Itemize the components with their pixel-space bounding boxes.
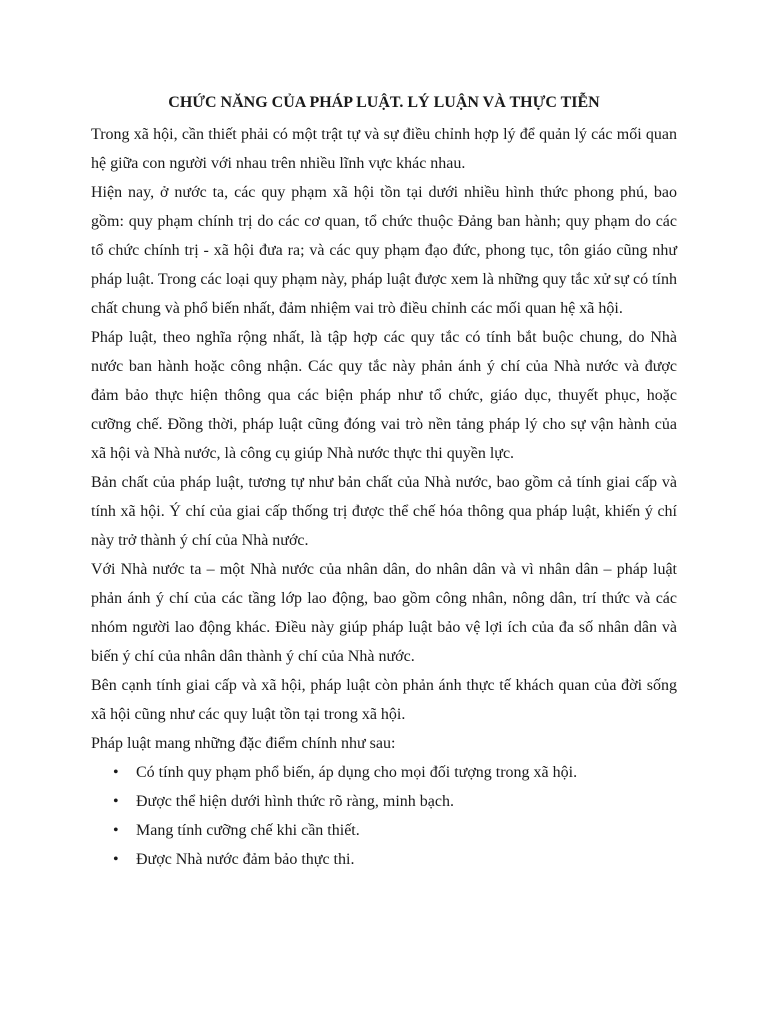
paragraph-3: Pháp luật, theo nghĩa rộng nhất, là tập hợp các quy tắc có tính bắt buộc chung, do Nhà nước ban hành hoặc công nhận. Các quy tắc này phản ánh ý chí của Nhà nước và được đảm bảo thực hiện thông qua các biện pháp như tổ chức, giáo dục, thuyết phục, hoặc cưỡng chế. Đồng thời, pháp luật cũng đóng vai trò nền tảng pháp lý cho sự vận hành của xã hội và Nhà nước, là công cụ giúp Nhà nước thực thi quyền lực. [91, 329, 677, 462]
list-item-text: Có tính quy phạm phổ biến, áp dụng cho mọi đối tượng trong xã hội. [136, 764, 578, 781]
list-item [91, 787, 677, 816]
bullet-icon: • [113, 793, 119, 810]
document-page [91, 91, 677, 874]
paragraph-6: Bên cạnh tính giai cấp và xã hội, pháp luật còn phản ánh thực tế khách quan của đời sống xã hội cũng như các quy luật tồn tại trong xã hội. [91, 677, 677, 723]
paragraph-7: Pháp luật mang những đặc điểm chính như sau: [91, 735, 396, 752]
paragraph-4: Bản chất của pháp luật, tương tự như bản chất của Nhà nước, bao gồm cả tính giai cấp và tính xã hội. Ý chí của giai cấp thống trị được thể chế hóa thông qua pháp luật, khiến ý chí này trở thành ý chí của Nhà nước. [91, 474, 677, 549]
list-item-text: Mang tính cưỡng chế khi cần thiết. [136, 822, 360, 839]
paragraph-1: Trong xã hội, cần thiết phải có một trật tự và sự điều chỉnh hợp lý để quản lý các mối quan hệ giữa con người với nhau trên nhiều lĩnh vực khác nhau. [91, 126, 677, 172]
characteristics-list [91, 758, 677, 874]
list-item-text: Được thể hiện dưới hình thức rõ ràng, minh bạch. [136, 793, 454, 810]
bullet-icon: • [113, 764, 119, 781]
list-item-text: Được Nhà nước đảm bảo thực thi. [136, 851, 355, 868]
list-item [91, 758, 677, 787]
list-item [91, 816, 677, 845]
paragraph-5: Với Nhà nước ta – một Nhà nước của nhân dân, do nhân dân và vì nhân dân – pháp luật phản ánh ý chí của các tầng lớp lao động, bao gồm công nhân, nông dân, trí thức và các nhóm người lao động khác. Điều này giúp pháp luật bảo vệ lợi ích của đa số nhân dân và biến ý chí của nhân dân thành ý chí của Nhà nước. [91, 561, 677, 665]
paragraph-2: Hiện nay, ở nước ta, các quy phạm xã hội tồn tại dưới nhiều hình thức phong phú, bao gồm: quy phạm chính trị do các cơ quan, tổ chức thuộc Đảng ban hành; quy phạm do các tổ chức chính trị - xã hội đưa ra; và các quy phạm đạo đức, phong tục, tôn giáo cũng như pháp luật. Trong các loại quy phạm này, pháp luật được xem là những quy tắc xử sự có tính chất chung và phổ biến nhất, đảm nhiệm vai trò điều chỉnh các mối quan hệ xã hội. [91, 184, 677, 317]
bullet-icon: • [113, 822, 119, 839]
list-item [91, 845, 677, 874]
bullet-icon: • [113, 851, 119, 868]
document-title: CHỨC NĂNG CỦA PHÁP LUẬT. LÝ LUẬN VÀ THỰC TIỄN [168, 94, 600, 111]
